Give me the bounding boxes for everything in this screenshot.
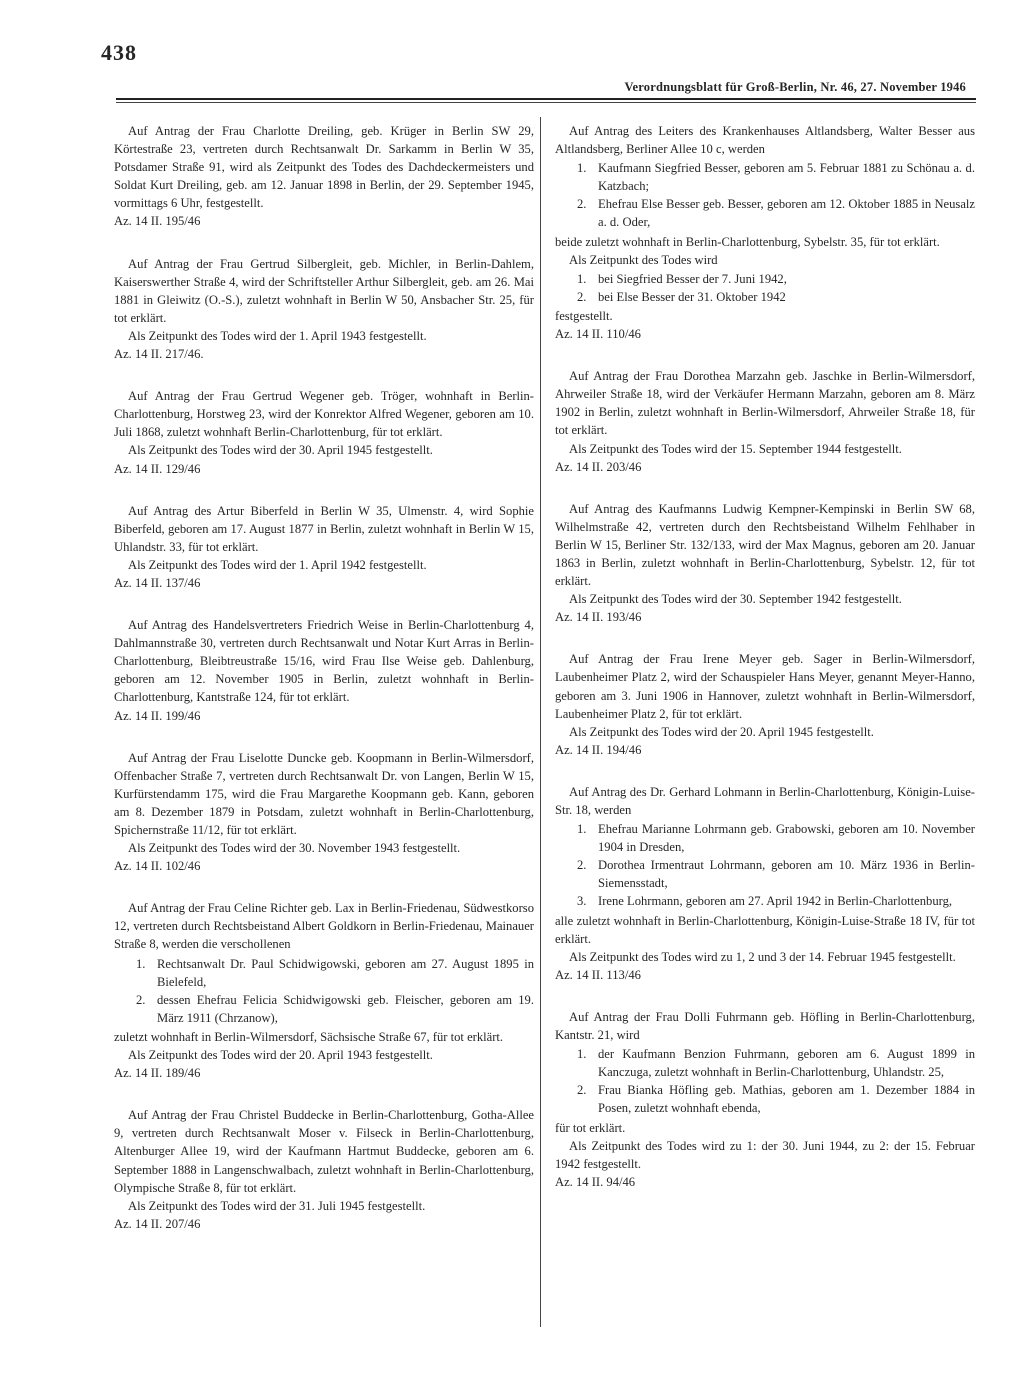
list-text: Irene Lohrmann, geboren am 27. April 1942 in Berlin-Charlottenburg, — [598, 894, 953, 909]
notice — [114, 502, 534, 592]
list-text: Dorothea Irmentraut Lohrmann, geboren am 10. März 1936 in Berlin-Siemensstadt, — [598, 858, 975, 891]
notice-body: Auf Antrag des Dr. Gerhard Lohmann in Berlin-Charlottenburg, Königin-Luise-Str. 18, werden — [555, 784, 975, 817]
notice-tail: für tot erklärt. — [555, 1120, 626, 1135]
notice — [114, 899, 534, 1082]
list-number: 1. — [577, 161, 587, 176]
numbered-list — [555, 820, 975, 910]
case-reference: Az. 14 II. 102/46 — [114, 859, 201, 874]
notice-conclusion: Als Zeitpunkt des Todes wird der 1. April 1943 festgestellt. — [128, 328, 427, 343]
notice-conclusion: Als Zeitpunkt des Todes wird der 20. April 1945 festgestellt. — [569, 724, 874, 739]
list-item — [555, 270, 975, 288]
notice — [555, 783, 975, 984]
notice-conclusion: Als Zeitpunkt des Todes wird der 20. April 1943 festgestellt. — [128, 1048, 433, 1063]
case-reference: Az. 14 II. 199/46 — [114, 708, 201, 723]
left-column — [114, 122, 534, 1257]
list-item — [555, 195, 975, 231]
case-reference: Az. 14 II. 195/46 — [114, 214, 201, 229]
notice-conclusion: Als Zeitpunkt des Todes wird der 15. September 1944 festgestellt. — [569, 441, 902, 456]
list-number: 1. — [577, 271, 587, 286]
list-number: 2. — [577, 1083, 587, 1098]
notice — [555, 500, 975, 627]
notice — [114, 255, 534, 364]
notice — [114, 616, 534, 725]
header-title: Verordnungsblatt für Groß-Berlin, Nr. 46, 27. November 1946 — [624, 80, 966, 94]
numbered-list — [555, 270, 975, 306]
list-number: 2. — [577, 197, 587, 212]
list-text: Ehefrau Marianne Lohrmann geb. Grabowski, geboren am 10. November 1904 in Dresden, — [598, 822, 975, 855]
list-text: der Kaufmann Benzion Fuhrmann, geboren am 6. August 1899 in Kanczuga, zuletzt wohnhaft in Berlin-Charlottenburg, Uhlandstr. 25, — [598, 1047, 975, 1080]
notice-tail: beide zuletzt wohnhaft in Berlin-Charlottenburg, Sybelstr. 35, für tot erklärt. — [555, 234, 940, 249]
notice — [114, 1106, 534, 1233]
case-reference: Az. 14 II. 217/46. — [114, 347, 204, 362]
list-item — [555, 288, 975, 306]
list-number: 1. — [136, 956, 146, 971]
list-number: 2. — [577, 858, 587, 873]
notice-body: Auf Antrag der Frau Charlotte Dreiling, geb. Krüger in Berlin SW 29, Körtestraße 23, vertreten durch Rechtsanwalt Dr. Sarkamm in Berlin W 35, Potsdamer Straße 91, wird als Zeitpunkt des Todes des Dachdeckermeisters und Soldat Kurt Dreiling, geb. am 12. Januar 1898 in Berlin, der 29. September 1945, vormittags 6 Uhr, festgestellt. — [114, 124, 534, 211]
notice — [555, 367, 975, 476]
notice-body: Auf Antrag des Leiters des Krankenhauses Altlandsberg, Walter Besser aus Altlandsberg, Berliner Allee 10 c, werden — [555, 124, 975, 157]
numbered-list — [555, 1045, 975, 1117]
list-item — [555, 820, 975, 856]
list-number: 3. — [577, 894, 587, 909]
page-number: 438 — [101, 40, 137, 65]
list-number: 1. — [577, 822, 587, 837]
case-reference: Az. 14 II. 194/46 — [555, 742, 642, 757]
case-reference: Az. 14 II. 110/46 — [555, 327, 641, 342]
case-reference: Az. 14 II. 203/46 — [555, 459, 642, 474]
notice — [555, 650, 975, 759]
list-item — [114, 991, 534, 1027]
list-item — [114, 955, 534, 991]
notice-conclusion: Als Zeitpunkt des Todes wird zu 1, 2 und 3 der 14. Februar 1945 festgestellt. — [569, 949, 956, 964]
list-number: 2. — [136, 992, 146, 1007]
notice-body: Auf Antrag der Frau Christel Buddecke in Berlin-Charlottenburg, Gotha-Allee 9, vertreten durch Rechtsanwalt Moser v. Filseck in Berlin-Charlottenburg, Altenburger Allee 19, wird der Kaufmann Hartmut Buddecke, geboren am 6. September 1888 in Langenschwalbach, zuletzt wohnhaft in Berlin-Charlottenburg, Olympische Straße 8, für tot erklärt. — [114, 1108, 534, 1195]
case-reference: Az. 14 II. 137/46 — [114, 575, 201, 590]
notice-conclusion: Als Zeitpunkt des Todes wird — [569, 252, 718, 267]
notice — [114, 122, 534, 231]
list-text: Kaufmann Siegfried Besser, geboren am 5. Februar 1881 zu Schönau a. d. Katzbach; — [598, 161, 975, 194]
notice-body: Auf Antrag der Frau Gertrud Wegener geb. Tröger, wohnhaft in Berlin-Charlottenburg, Horstweg 23, wird der Konrektor Alfred Wegener, geboren am 10. Juli 1868, zuletzt wohnhaft Berlin-Charlottenburg, für tot erklärt. — [114, 389, 534, 440]
list-item — [555, 856, 975, 892]
notice-conclusion: Als Zeitpunkt des Todes wird der 30. April 1945 festgestellt. — [128, 443, 433, 458]
list-text: bei Siegfried Besser der 7. Juni 1942, — [598, 271, 787, 286]
notice-conclusion: Als Zeitpunkt des Todes wird der 30. September 1942 festgestellt. — [569, 592, 902, 607]
case-reference: Az. 14 II. 113/46 — [555, 967, 641, 982]
column-divider — [540, 117, 541, 1327]
notice-body: Auf Antrag der Frau Dorothea Marzahn geb. Jaschke in Berlin-Wilmersdorf, Ahrweiler Straße 18, wird der Verkäufer Hermann Marzahn, geboren am 8. März 1902 in Berlin, zuletzt wohnhaft in Berlin-Wilmersdorf, Ahrweiler Straße 18, für tot erklärt. — [555, 369, 975, 438]
notice-conclusion: Als Zeitpunkt des Todes wird der 31. Juli 1945 festgestellt. — [128, 1198, 426, 1213]
case-reference: Az. 14 II. 129/46 — [114, 461, 201, 476]
list-number: 2. — [577, 289, 587, 304]
notice-body: Auf Antrag der Frau Gertrud Silbergleit, geb. Michler, in Berlin-Dahlem, Kaiserswerther Straße 4, wird der Schriftsteller Arthur Silbergleit, geb. am 26. Mai 1881 in Gleiwitz (O.-S.), zuletzt wohnhaft in Berlin W 50, Ansbacher Str. 25, für tot erklärt. — [114, 256, 534, 325]
notice — [555, 122, 975, 343]
list-text: dessen Ehefrau Felicia Schidwigowski geb. Fleischer, geboren am 19. März 1911 (Chrzanow), — [157, 992, 534, 1025]
list-number: 1. — [577, 1047, 587, 1062]
notice-body: Auf Antrag der Frau Irene Meyer geb. Sager in Berlin-Wilmersdorf, Laubenheimer Platz 2, wird der Schauspieler Hans Meyer, genannt Meyer-Hanno, geboren am 3. Juni 1906 in Hannover, zuletzt wohnhaft in Berlin-Wilmersdorf, Laubenheimer Platz 2, für tot erklärt. — [555, 652, 975, 721]
list-item — [555, 1081, 975, 1117]
header-rule — [116, 98, 976, 100]
numbered-list — [114, 955, 534, 1027]
notice-body: Auf Antrag der Frau Celine Richter geb. Lax in Berlin-Friedenau, Südwestkorso 12, vertreten durch Rechtsbeistand Albert Goldkorn in Berlin-Friedenau, Mainauer Straße 8, werden die verschollenen — [114, 901, 534, 952]
list-item — [555, 892, 975, 910]
header-rule-thin — [116, 102, 976, 103]
notice-conclusion: Als Zeitpunkt des Todes wird zu 1: der 30. Juni 1944, zu 2: der 15. Februar 1942 festgestellt. — [555, 1138, 975, 1171]
notice-body: Auf Antrag der Frau Liselotte Duncke geb. Koopmann in Berlin-Wilmersdorf, Offenbacher Straße 7, vertreten durch Rechtsanwalt Dr. von Langen, Berlin W 15, Kurfürstendamm 175, wird die Frau Margarethe Koopmann geb. Kann, geboren am 8. Dezember 1879 in Potsdam, zuletzt wohnhaft in Berlin-Charlottenburg, Spichernstraße 11/12, für tot erklärt. — [114, 750, 534, 837]
case-reference: Az. 14 II. 94/46 — [555, 1174, 636, 1189]
notice-body: Auf Antrag des Handelsvertreters Friedrich Weise in Berlin-Charlottenburg 4, Dahlmannstraße 30, vertreten durch Rechtsanwalt und Notar Kurt Arras in Berlin-Charlottenburg, Bleibtreustraße 15/16, wird Frau Ilse Weise geb. Dahlenburg, geboren am 12. November 1905 in Berlin, zuletzt wohnhaft in Berlin-Charlottenburg, Kantstraße 124, für tot erklärt. — [114, 618, 534, 705]
list-item — [555, 1045, 975, 1081]
notice — [114, 387, 534, 477]
list-text: bei Else Besser der 31. Oktober 1942 — [598, 289, 786, 304]
notice-body: Auf Antrag des Kaufmanns Ludwig Kempner-Kempinski in Berlin SW 68, Wilhelmstraße 42, vertreten durch den Rechtsbeistand Wilhelm Fehlhaber in Berlin W 15, Berliner Str. 132/133, wird der Max Magnus, geboren am 20. Januar 1863 in Berlin, zuletzt wohnhaft in Berlin-Charlottenburg, Sybelstr. 12, für tot erklärt. — [555, 501, 975, 589]
notice — [114, 749, 534, 876]
notice-tail: zuletzt wohnhaft in Berlin-Wilmersdorf, Sächsische Straße 67, für tot erklärt. — [114, 1029, 504, 1044]
list-text: Rechtsanwalt Dr. Paul Schidwigowski, geboren am 27. August 1895 in Bielefeld, — [157, 956, 534, 989]
notice-tail: festgestellt. — [555, 308, 613, 323]
case-reference: Az. 14 II. 207/46 — [114, 1216, 201, 1231]
notice-tail: alle zuletzt wohnhaft in Berlin-Charlottenburg, Königin-Luise-Straße 18 IV, für tot erklärt. — [555, 913, 975, 946]
list-item — [555, 159, 975, 195]
list-text: Frau Bianka Höfling geb. Mathias, geboren am 1. Dezember 1884 in Posen, zuletzt wohnhaft ebenda, — [598, 1083, 975, 1116]
notice-conclusion: Als Zeitpunkt des Todes wird der 1. April 1942 festgestellt. — [128, 557, 427, 572]
notice-conclusion: Als Zeitpunkt des Todes wird der 30. November 1943 festgestellt. — [128, 841, 461, 856]
numbered-list — [555, 159, 975, 231]
notice-body: Auf Antrag des Artur Biberfeld in Berlin W 35, Ulmenstr. 4, wird Sophie Biberfeld, geboren am 17. August 1877 in Berlin, zuletzt wohnhaft in Berlin W 15, Uhlandstr. 33, für tot erklärt. — [114, 503, 534, 554]
notice-body: Auf Antrag der Frau Dolli Fuhrmann geb. Höfling in Berlin-Charlottenburg, Kantstr. 21, wird — [555, 1009, 975, 1043]
notice — [555, 1008, 975, 1191]
right-column — [555, 122, 975, 1215]
case-reference: Az. 14 II. 189/46 — [114, 1066, 201, 1081]
case-reference: Az. 14 II. 193/46 — [555, 610, 642, 625]
list-text: Ehefrau Else Besser geb. Besser, geboren am 12. Oktober 1885 in Neusalz a. d. Oder, — [598, 197, 975, 230]
